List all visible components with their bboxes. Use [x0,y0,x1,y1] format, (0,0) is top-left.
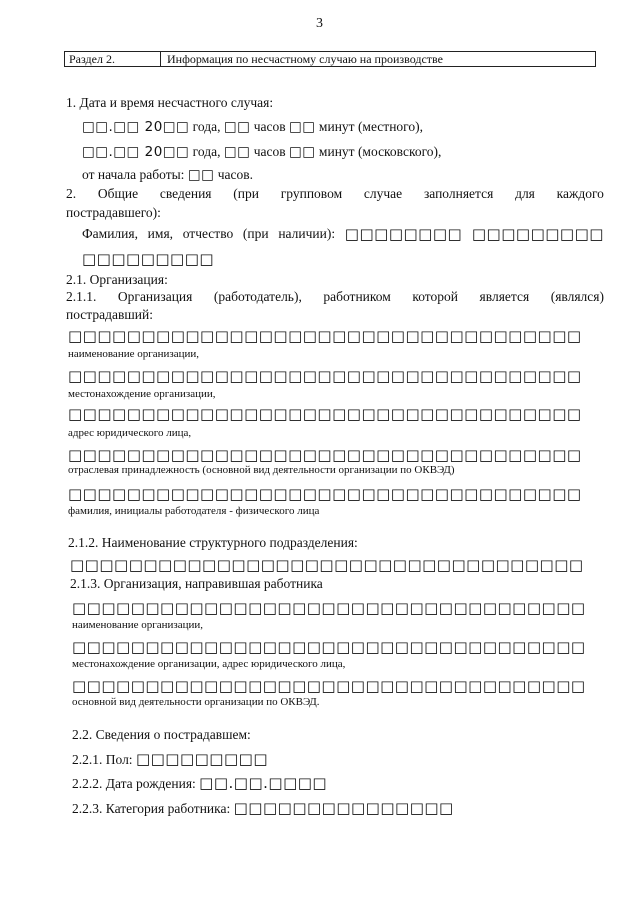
category-boxes[interactable]: □□□□□□□□□□□□□□□ [233,799,454,817]
s1-local-line: □□.□□ 20□□ года, □□ часов □□ минут (местного), [82,119,423,135]
org-name-caption: наименование организации, [68,348,200,360]
s1-heading: 1. Дата и время несчастного случая: [66,95,274,110]
date-boxes[interactable]: □□.□□ 20□□ [82,119,190,135]
sending-org-name-caption: наименование организации, [72,619,204,631]
fio-boxes[interactable]: □□□□□□□□ [344,225,463,243]
employer-name-caption: фамилия, инициалы работодателя - физического лица [68,505,320,517]
category-line: 2.2.3. Категория работника: □□□□□□□□□□□□□□□ [72,799,454,817]
s213-heading: 2.1.3. Организация, направившая работника [70,576,323,591]
fio-boxes[interactable]: □□□□□□□□□ [471,225,604,243]
section-title: Информация по несчастному случаю на производстве [167,52,443,66]
s1-moscow-line: □□.□□ 20□□ года, □□ часов □□ минут (московского), [82,144,442,160]
org-location-caption: местонахождение организации, [68,388,216,400]
dob-line: 2.2.2. Дата рождения: □□.□□.□□□□ [72,774,328,792]
sex-line: 2.2.1. Пол: □□□□□□□□□ [72,750,268,768]
minutes-boxes[interactable]: □□ [289,144,316,160]
okved-boxes[interactable]: □□□□□□□□□□□□□□□□□□□□□□□□□□□□□□□□□□□ [68,446,582,464]
employer-name-boxes[interactable]: □□□□□□□□□□□□□□□□□□□□□□□□□□□□□□□□□□□ [68,485,582,503]
header-divider [160,52,161,66]
s1-work-line: от начала работы: □□ часов. [82,167,253,183]
s211-heading-cont: пострадавший: [66,307,153,322]
subdivision-boxes[interactable]: □□□□□□□□□□□□□□□□□□□□□□□□□□□□□□□□□□□ [70,556,584,574]
date-boxes[interactable]: □□.□□ 20□□ [82,144,190,160]
s2-heading-cont: пострадавшего): [66,205,161,220]
org-name-boxes[interactable]: □□□□□□□□□□□□□□□□□□□□□□□□□□□□□□□□□□□ [68,327,582,345]
fio-line: Фамилия, имя, отчество (при наличии): □□□□□□□□ □□□□□□□□□ [82,225,604,243]
work-hours-boxes[interactable]: □□ [187,167,215,183]
legal-address-boxes[interactable]: □□□□□□□□□□□□□□□□□□□□□□□□□□□□□□□□□□□ [68,405,582,423]
hours-boxes[interactable]: □□ [223,119,251,135]
org-location-boxes[interactable]: □□□□□□□□□□□□□□□□□□□□□□□□□□□□□□□□□□□ [68,367,582,385]
s211-heading: 2.1.1. Организация (работодатель), работником которой является (являлся) [66,289,604,304]
s22-heading: 2.2. Сведения о пострадавшем: [72,727,251,742]
sending-org-okved-boxes[interactable]: □□□□□□□□□□□□□□□□□□□□□□□□□□□□□□□□□□□ [72,677,586,695]
section-header [64,51,596,67]
s212-heading: 2.1.2. Наименование структурного подразделения: [68,535,358,550]
sex-boxes[interactable]: □□□□□□□□□ [135,750,268,768]
okved-caption: отраслевая принадлежность (основной вид деятельности организации по ОКВЭД) [68,464,455,476]
hours-boxes[interactable]: □□ [223,144,251,160]
sending-org-okved-caption: основной вид деятельности организации по ОКВЭД. [72,696,320,708]
minutes-boxes[interactable]: □□ [289,119,316,135]
section-number: Раздел 2. [69,52,115,66]
page-number: 3 [316,16,323,31]
legal-address-caption: адрес юридического лица, [68,427,192,439]
dob-boxes[interactable]: □□.□□.□□□□ [199,774,328,792]
s21-heading: 2.1. Организация: [66,272,168,287]
sending-org-location-caption: местонахождение организации, адрес юридического лица, [72,658,346,670]
s2-heading: 2. Общие сведения (при групповом случае заполняется для каждого [66,186,604,201]
sending-org-location-boxes[interactable]: □□□□□□□□□□□□□□□□□□□□□□□□□□□□□□□□□□□ [72,638,586,656]
fio-boxes-second[interactable]: □□□□□□□□□ [82,250,215,268]
sending-org-name-boxes[interactable]: □□□□□□□□□□□□□□□□□□□□□□□□□□□□□□□□□□□ [72,599,586,617]
